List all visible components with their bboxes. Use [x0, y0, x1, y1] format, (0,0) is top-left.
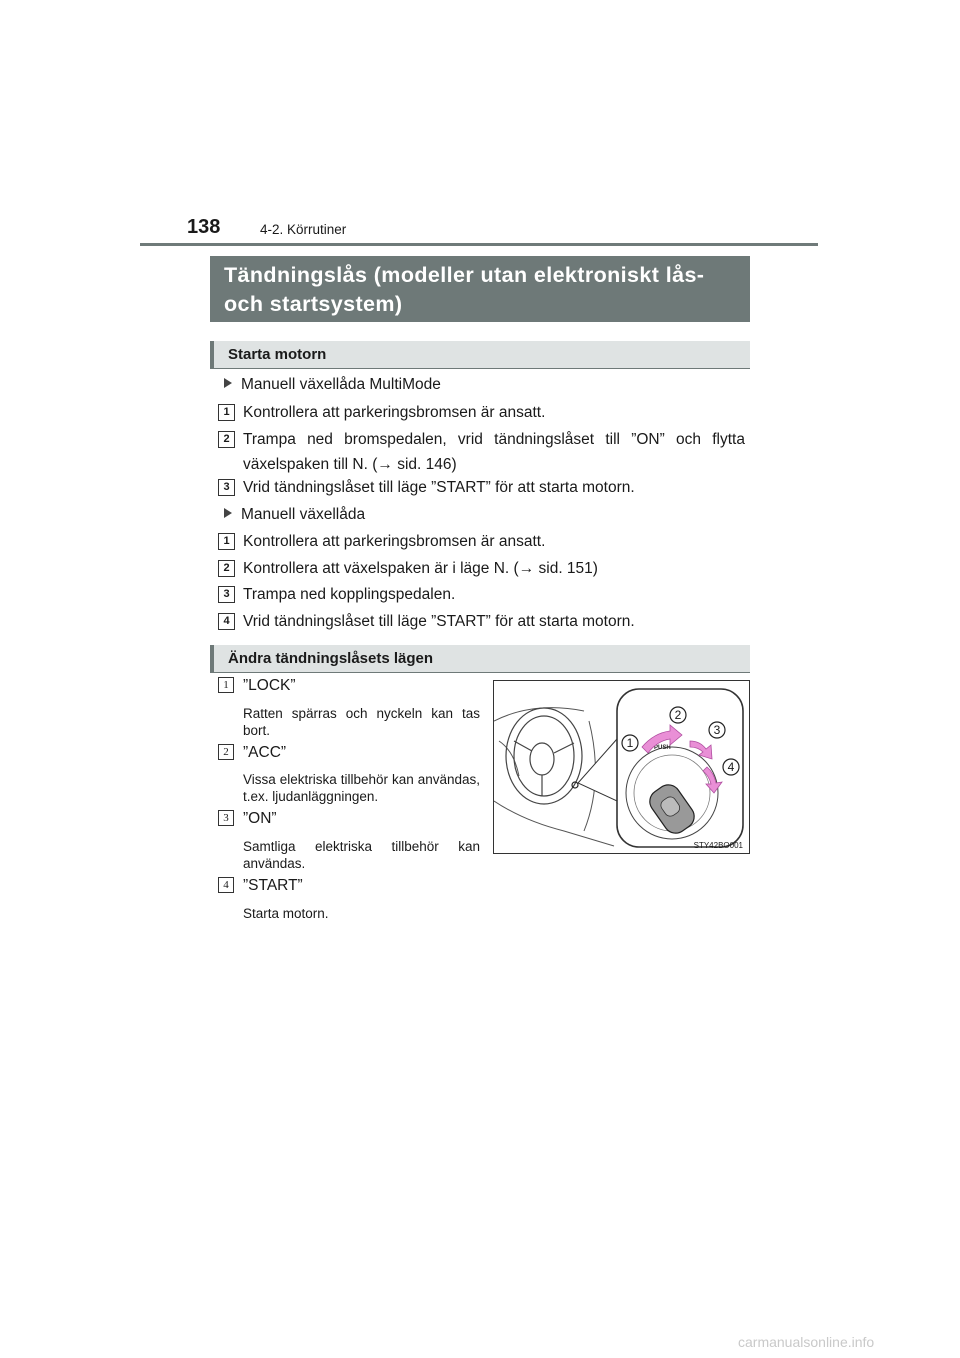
step-text: Vrid tändningslåset till läge ”START” för att starta motorn.	[243, 479, 635, 496]
svg-text:4: 4	[727, 760, 735, 774]
step-text: Kontrollera att parkeringsbromsen är ansatt.	[243, 404, 546, 421]
position-number-badge: 1	[218, 677, 234, 693]
illustration-code: STY42BO001	[693, 841, 743, 850]
triangle-bullet-icon	[224, 508, 232, 518]
position-description: Ratten spärras och nyckeln kan tas bort.	[243, 706, 480, 738]
header-rule	[140, 243, 818, 246]
step-number-badge: 1	[218, 404, 235, 421]
svg-text:3: 3	[713, 723, 721, 737]
group-label-manual: Manuell växellåda	[224, 506, 365, 524]
group-label-multimode: Manuell växellåda MultiMode	[224, 376, 441, 394]
step-text: Trampa ned kopplingspedalen.	[243, 586, 456, 603]
position-description: Starta motorn.	[243, 906, 329, 921]
step-number-badge: 2	[218, 431, 235, 448]
position-name: ”ON”	[243, 810, 277, 827]
section-reference: 4-2. Körrutiner	[260, 222, 347, 237]
section-heading-start-engine: Starta motorn	[210, 341, 750, 369]
ignition-switch-illustration	[493, 680, 750, 854]
position-number-badge: 4	[218, 877, 234, 893]
step-number-badge: 2	[218, 560, 235, 577]
svg-text:1: 1	[626, 736, 634, 750]
step-text: Trampa ned bromspedalen, vrid tändningslåset till ”ON” och flytta växelspaken till N. (→ sid. 146)	[243, 431, 745, 473]
step-number-badge: 3	[218, 586, 235, 603]
watermark: carmanualsonline.info	[738, 1334, 875, 1350]
svg-text:PUSH: PUSH	[654, 745, 671, 751]
steering-wheel-icon	[506, 708, 582, 804]
ignition-diagram	[494, 681, 748, 852]
position-description: Samtliga elektriska tillbehör kan användas.	[243, 839, 480, 871]
page-number: 138	[187, 216, 221, 238]
svg-text:2: 2	[674, 708, 682, 722]
step-text: Vrid tändningslåset till läge ”START” för att starta motorn.	[243, 613, 635, 630]
step-number-badge: 3	[218, 479, 235, 496]
position-name: ”ACC”	[243, 744, 287, 761]
section-heading-ignition-positions: Ändra tändningslåsets lägen	[210, 645, 750, 673]
step-number-badge: 1	[218, 533, 235, 550]
position-number-badge: 2	[218, 744, 234, 760]
position-name: ”START”	[243, 877, 303, 894]
position-description: Vissa elektriska tillbehör kan användas, t.ex. ljudanläggningen.	[243, 772, 480, 804]
position-number-badge: 3	[218, 810, 234, 826]
page-title: Tändningslås (modeller utan elektroniskt lås- och startsystem)	[210, 256, 750, 322]
step-number-badge: 4	[218, 613, 235, 630]
triangle-bullet-icon	[224, 378, 232, 388]
position-name: ”LOCK”	[243, 677, 296, 694]
step-text: Kontrollera att parkeringsbromsen är ansatt.	[243, 533, 546, 550]
step-text: Kontrollera att växelspaken är i läge N. (→ sid. 151)	[243, 560, 598, 577]
